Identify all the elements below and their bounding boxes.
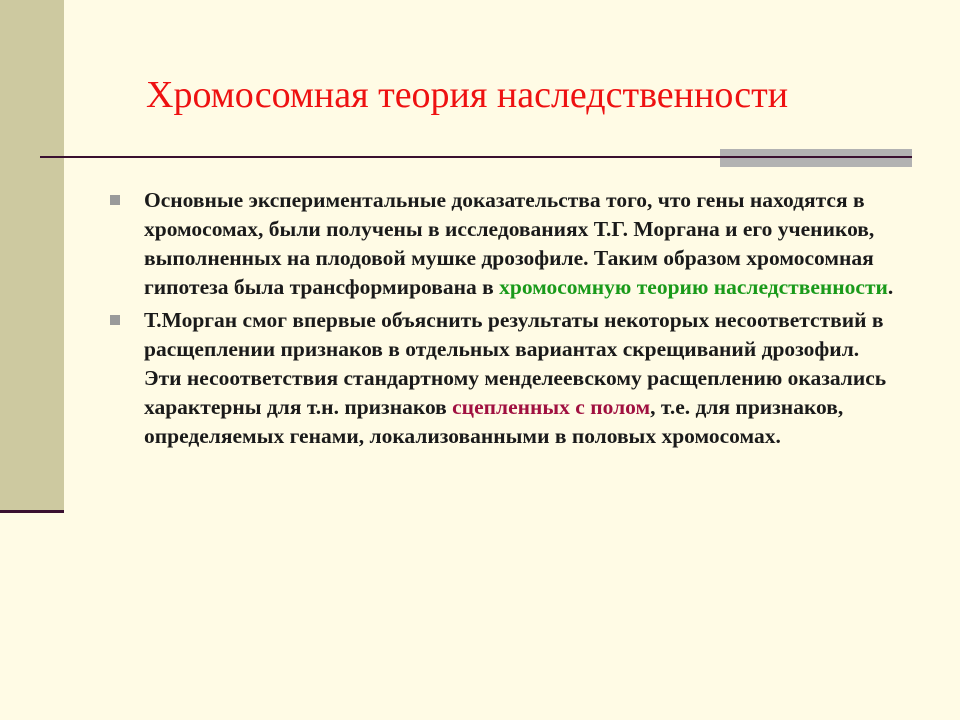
bullet-2-highlight: сцепленных с полом — [452, 395, 651, 419]
square-bullet-icon — [110, 315, 120, 325]
bullet-2-tail: , т.е. для признаков, определяемых генами, локализованными в половых хромосомах. — [144, 395, 844, 448]
left-decorative-band — [0, 0, 64, 511]
bullet-2-text: Т.Морган смог впервые объяснить результаты некоторых несоответствий в расщеплении признаков в отдельных вариантах скрещиваний дрозофил. Эти несоответствия стандартному менделеевскому расщеплению оказались характерны для т.н. признаков — [144, 308, 887, 419]
slide-title: Хромосомная теория наследственности — [146, 74, 789, 116]
square-bullet-icon — [110, 195, 120, 205]
bullet-1-highlight: хромосомную теорию наследственности — [499, 275, 888, 299]
bullet-item-2 — [110, 306, 900, 451]
bullet-item-1 — [110, 186, 900, 302]
left-band-underline — [0, 510, 64, 513]
bullet-1-tail: . — [887, 275, 894, 299]
bullet-1-text: Основные экспериментальные доказательства того, что гены находятся в хромосомах, были получены в исследованиях Т.Г. Моргана и его учеников, выполненных на плодовой мушке дрозофиле. Таким образом хромосомная гипотеза была трансформирована в — [144, 188, 875, 299]
title-divider-accent — [720, 149, 912, 167]
bullet-list — [110, 186, 900, 455]
